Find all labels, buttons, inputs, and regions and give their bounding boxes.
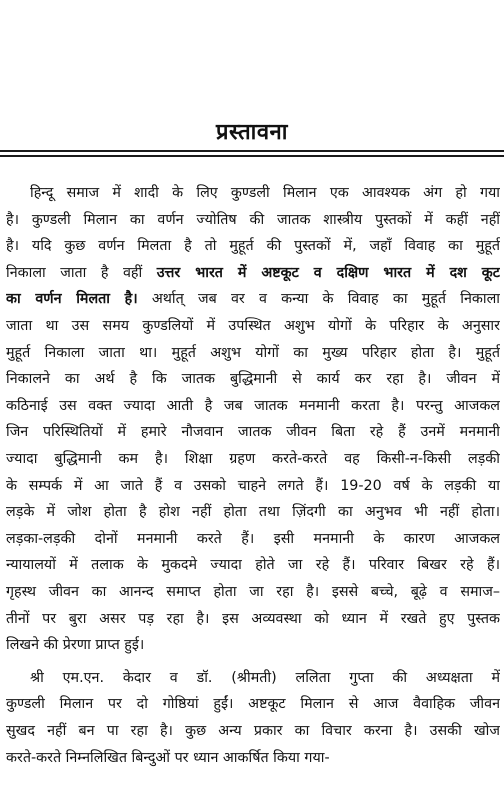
- paragraph-line: [6, 579, 500, 605]
- paragraph-line: [6, 691, 500, 717]
- text-segment: है। यदि कुछ वर्णन मिलता है तो मुहूर्त की पुस्तकों में, जहाँ विवाह का मुहूर्त: [6, 238, 500, 255]
- text-segment: श्री एम.एन. केदार व डॉ. (श्रीमती) ललिता गुप्ता की अध्यक्षता में: [30, 669, 500, 686]
- text-segment: अर्थात्‌ जब वर व कन्या के विवाह का मुहूर्त निकाला: [137, 291, 500, 308]
- paragraph-line: [6, 632, 500, 658]
- paragraph-line: [6, 393, 500, 419]
- text-segment: कुण्डली मिलान पर दो गोष्ठियां हुईं। अष्टकूट मिलान से आज वैवाहिक जीवन: [6, 696, 500, 713]
- paragraph-line: [6, 499, 500, 525]
- heading-rule-top: [0, 150, 504, 152]
- paragraph-line: [6, 446, 500, 472]
- paragraph-line: [6, 606, 500, 632]
- text-segment: लिखने की प्रेरणा प्राप्त हुई।: [6, 637, 145, 654]
- paragraph-line: [6, 745, 500, 771]
- text-segment: निकाला जाता है वहीं: [6, 264, 157, 281]
- text-segment: न्यायालयों में तलाक के मुकदमे ज्यादा होते जा रहे हैं। परिवार बिखर रहे हैं।: [6, 557, 500, 574]
- text-segment: निकालने का अर्थ है कि जातक बुद्धिमानी से कार्य कर रहा है। जीवन में: [6, 371, 500, 388]
- text-segment: है। कुण्डली मिलान का वर्णन ज्योतिष की जातक शास्त्रीय पुस्तकों में कहीं नहीं: [6, 211, 500, 228]
- paragraph-line: [6, 233, 500, 259]
- heading-rule-bottom: [0, 155, 504, 157]
- text-segment: के सम्पर्क में आ जाते हैं व उसको चाहने लगते हैं। 19-20 वर्ष के लड़की या: [6, 477, 500, 494]
- text-segment: कठिनाई उस वक्त ज्यादा आती है जब जातक मनमानी करता है। परन्तु आजकल: [6, 397, 500, 414]
- paragraph-line: [6, 313, 500, 339]
- text-segment: जिन परिस्थितियों में हमारे नौजवान जातक जीवन बिता रहे हैं उनमें मनमानी: [6, 424, 500, 441]
- page-heading: प्रस्तावना: [216, 120, 288, 145]
- paragraph-line: [6, 286, 500, 312]
- bold-text-segment: उत्तर भारत में अष्टकूट व दक्षिण भारत में दश कूट: [156, 264, 500, 281]
- paragraph-line: [30, 180, 500, 206]
- paragraph-line: [6, 526, 500, 552]
- text-segment: लड़का-लड़की दोनों मनमानी करते हैं। इसी मनमानी के कारण आजकल: [6, 530, 500, 547]
- text-segment: हिन्दू समाज में शादी के लिए कुण्डली मिलान एक आवश्यक अंग हो गया: [30, 185, 500, 201]
- paragraph-line: [6, 473, 500, 499]
- paragraph-line: [6, 366, 500, 392]
- paragraph-line: [6, 260, 500, 286]
- text-segment: ज्यादा बुद्धिमानी कम है। शिक्षा ग्रहण करते-करते वह किसी-न-किसी लड़की: [6, 451, 500, 467]
- text-segment: तीनों पर बुरा असर पड़ रहा है। इस अव्यवस्था को ध्यान में रखते हुए पुस्तक: [6, 610, 500, 627]
- paragraph-line: [6, 552, 500, 578]
- paragraph-line: [6, 340, 500, 366]
- text-segment: जाता था उस समय कुण्डलियों में उपस्थित अशुभ योगों के परिहार के अनुसार: [6, 318, 500, 334]
- text-segment: गृहस्थ जीवन का आनन्द समाप्त होता जा रहा है। इससे बच्चे, बूढ़े व समाज–: [6, 584, 500, 600]
- paragraph-line: [6, 718, 500, 744]
- paragraph-line: [6, 207, 500, 233]
- bold-text-segment: का वर्णन मिलता है।: [6, 291, 138, 308]
- paragraph-line: [30, 665, 500, 691]
- paragraph-line: [6, 419, 500, 445]
- text-segment: मुहूर्त निकाला जाता था। मुहूर्त अशुभ योगों का मुख्य परिहार होता है। मुहूर्त: [6, 344, 500, 361]
- text-segment: करते-करते निम्नलिखित बिन्दुओं पर ध्यान आकर्षित किया गया-: [6, 749, 330, 766]
- text-segment: सुखद नहीं बन पा रहा है। कुछ अन्य प्रकार का विचार करना है। उसकी खोज: [6, 723, 500, 739]
- text-segment: लड़के में जोश होता है होश नहीं होता तथा ज़िंदगी का अनुभव भी नहीं होता।: [6, 504, 500, 521]
